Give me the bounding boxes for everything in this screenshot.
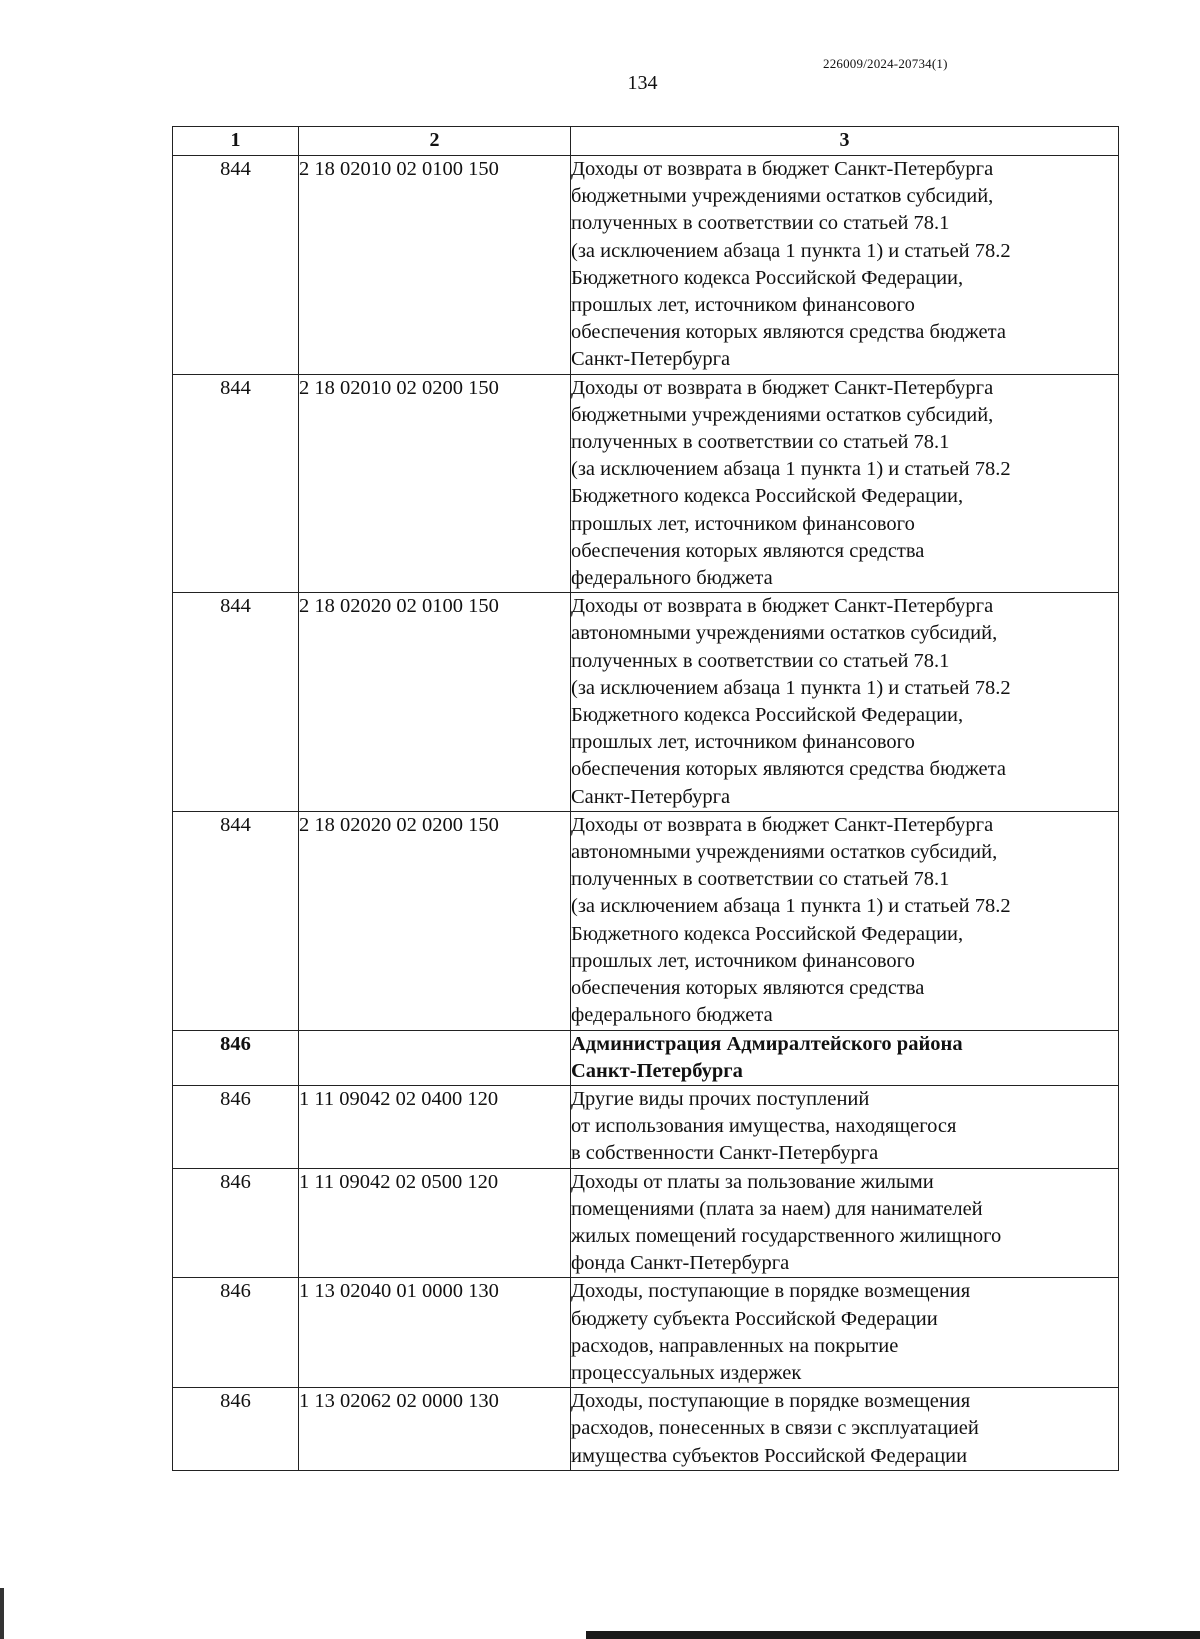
budget-classification-code-cell: 2 18 02010 02 0200 150: [299, 374, 571, 593]
page-number: 134: [627, 72, 658, 94]
table-row: [173, 1030, 1119, 1085]
table-row: [173, 1388, 1119, 1471]
table-row: [173, 593, 1119, 812]
admin-code-cell: 846: [173, 1168, 299, 1278]
budget-classification-code-cell: 2 18 02020 02 0100 150: [299, 593, 571, 812]
admin-code-cell: 846: [173, 1278, 299, 1388]
revenue-description-cell: Доходы от возврата в бюджет Санкт-Петербурга бюджетными учреждениями остатков субсидий, полученных в соответствии со статьей 78.1 (за исключением абзаца 1 пункта 1) и статьей 78.2 Бюджетного кодекса Российской Федерации, прошлых лет, источником финансового обеспечения которых являются средства федерального бюджета: [571, 374, 1119, 593]
table-body: [173, 156, 1119, 1471]
budget-classification-code-cell: 2 18 02010 02 0100 150: [299, 156, 571, 375]
budget-classification-code-cell: 1 11 09042 02 0500 120: [299, 1168, 571, 1278]
admin-code-cell: 844: [173, 374, 299, 593]
table-row: [173, 1168, 1119, 1278]
table-row: [173, 1085, 1119, 1168]
revenue-description-cell: Доходы от возврата в бюджет Санкт-Петербурга автономными учреждениями остатков субсидий, полученных в соответствии со статьей 78.1 (за исключением абзаца 1 пункта 1) и статьей 78.2 Бюджетного кодекса Российской Федерации, прошлых лет, источником финансового обеспечения которых являются средства федерального бюджета: [571, 811, 1119, 1030]
revenue-description-cell: Администрация Адмиралтейского района Санкт-Петербурга: [571, 1030, 1119, 1085]
budget-classification-code-cell: 1 11 09042 02 0400 120: [299, 1085, 571, 1168]
table-row: [173, 811, 1119, 1030]
revenue-description-cell: Доходы от возврата в бюджет Санкт-Петербурга автономными учреждениями остатков субсидий, полученных в соответствии со статьей 78.1 (за исключением абзаца 1 пункта 1) и статьей 78.2 Бюджетного кодекса Российской Федерации, прошлых лет, источником финансового обеспечения которых являются средства бюджета Санкт-Петербурга: [571, 593, 1119, 812]
admin-code-cell: 846: [173, 1388, 299, 1471]
budget-classification-code-cell: 1 13 02062 02 0000 130: [299, 1388, 571, 1471]
revenue-codes-table: [172, 126, 1119, 1471]
column-header-3: 3: [571, 127, 1119, 156]
revenue-description-cell: Доходы от возврата в бюджет Санкт-Петербурга бюджетными учреждениями остатков субсидий, полученных в соответствии со статьей 78.1 (за исключением абзаца 1 пункта 1) и статьей 78.2 Бюджетного кодекса Российской Федерации, прошлых лет, источником финансового обеспечения которых являются средства бюджета Санкт-Петербурга: [571, 156, 1119, 375]
document-registration-number: 226009/2024-20734(1): [823, 56, 948, 71]
revenue-description-cell: Доходы, поступающие в порядке возмещения бюджету субъекта Российской Федерации расходов, направленных на покрытие процессуальных издержек: [571, 1278, 1119, 1388]
table-header-row: [173, 127, 1119, 156]
revenue-description-cell: Доходы от платы за пользование жилыми помещениями (плата за наем) для нанимателей жилых помещений государственного жилищного фонда Санкт-Петербурга: [571, 1168, 1119, 1278]
admin-code-cell: 846: [173, 1030, 299, 1085]
table-row: [173, 1278, 1119, 1388]
table-row: [173, 374, 1119, 593]
column-header-2: 2: [299, 127, 571, 156]
budget-classification-code-cell: [299, 1030, 571, 1085]
revenue-description-cell: Другие виды прочих поступлений от использования имущества, находящегося в собственности Санкт-Петербурга: [571, 1085, 1119, 1168]
admin-code-cell: 844: [173, 156, 299, 375]
table-row: [173, 156, 1119, 375]
scan-edge-left: [0, 1588, 4, 1639]
budget-classification-code-cell: 1 13 02040 01 0000 130: [299, 1278, 571, 1388]
revenue-description-cell: Доходы, поступающие в порядке возмещения расходов, понесенных в связи с эксплуатацией имущества субъектов Российской Федерации: [571, 1388, 1119, 1471]
admin-code-cell: 844: [173, 811, 299, 1030]
admin-code-cell: 844: [173, 593, 299, 812]
column-header-1: 1: [173, 127, 299, 156]
admin-code-cell: 846: [173, 1085, 299, 1168]
scan-edge-bottom: [586, 1631, 1200, 1639]
budget-classification-code-cell: 2 18 02020 02 0200 150: [299, 811, 571, 1030]
